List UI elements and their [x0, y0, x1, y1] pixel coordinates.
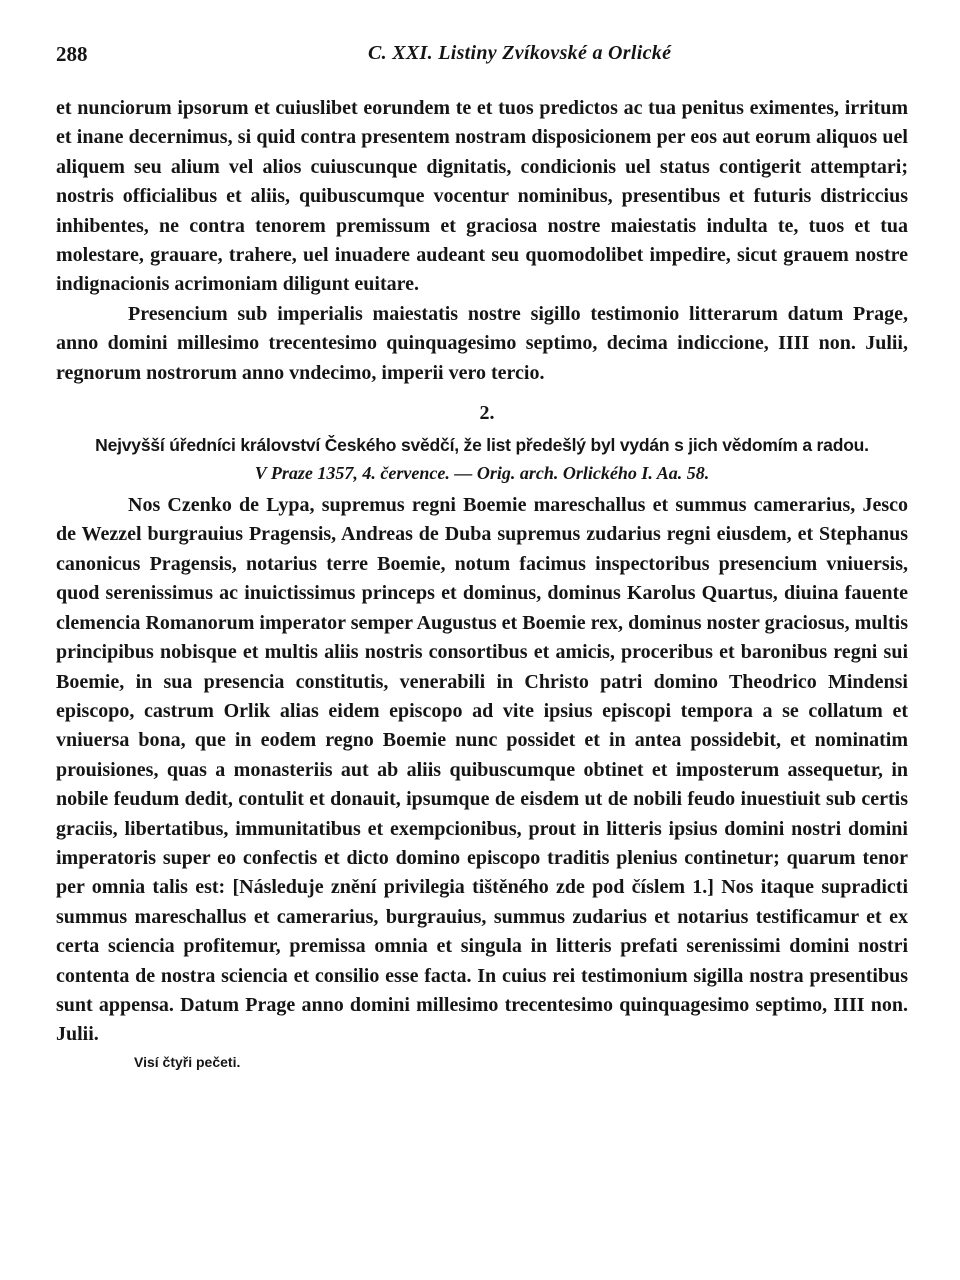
paragraph-continuation: et nunciorum ipsorum et cuiuslibet eorundem te et tuos predictos ac tua penitus eximentes, irritum et inane decernimus, si quid contra presentem nostram disposicionem per eos aut eorum aliquos uel aliquem seu alium vel alios cuiuscunque dignitatis, condicionis uel status contigerit attemptari; nostris officialibus et aliis, quibuscumque vocentur nominibus, presentibus et futuris districcius inhibentes, ne contra tenorem premissum et graciosa nostre maiestatis indulta te, tuos et tua molestare, grauare, trahere, uel inuadere audeant seu quomodolibet impedire, sicut grauem nostre indignacionis acrimoniam diligunt euitare.: [56, 97, 908, 296]
paragraph-dating: Presencium sub imperialis maiestatis nostre sigillo testimonio litterarum datum Prage, anno domini millesimo trecentesimo quinquagesimo septimo, decima indiccione, IIII non. Julii, regnorum nostrorum anno vndecimo, imperii vero tercio.: [56, 302, 908, 384]
running-head: C. XXI. Listiny Zvíkovské a Orlické: [368, 42, 672, 64]
document-number: 2.: [479, 402, 495, 425]
document-dating: V Praze 1357, 4. července. — Orig. arch. Orlického I. Aa. 58.: [254, 463, 710, 484]
document-regest: Nejvyšší úředníci království Českého svědčí, že list předešlý byl vydán s jich vědomím a radou.: [95, 435, 869, 456]
document-text: Nos Czenko de Lypa, supremus regni Boemie mareschallus et summus camerarius, Jesco de Wezzel burgrauius Pragensis, Andreas de Duba supremus zudarius regni eiusdem, et Stephanus canonicus Pragensis, notarius terre Boemie, notum facimus inspectoribus presencium vniuersis, quod serenissimus ac inuictissimus princeps et dominus, dominus Karolus Quartus, diuina fauente clemencia Romanorum imperator semper Augustus et Boemie rex, dominus noster graciosus, multis principibus nobisque et multis aliis nostris consortibus et amicis, proceribus et baronibus regni sui Boemie, in sua presencia constitutis, venerabili in Christo patri domino Theodrico Mindensi episcopo, castrum Orlik alias eidem episcopo ad vite ipsius episcopi tempora a se collatum et vniuersa bona, que in eodem regno Boemie nunc possidet et in antea possidebit, et nominatim prouisiones, quas a monasteriis aut ab aliis quibuscumque obtinet et imposterum assequetur, in nobile feudum dedit, contulit et donauit, ipsumque de eisdem ut de nobili feudo inuestiuit sub certis graciis, libertatibus, immunitatibus et exempcionibus, prout in litteris ipsius domini nostri domini imperatoris super eo confectis et dicto domino episcopo traditis plenius continetur; quarum tenor per omnia talis est: [Následuje znění privilegia tištěného zde pod číslem 1.] Nos itaque supradicti summus mareschallus et camerarius, burgrauius, summus zudarius et notarius testificamur et ex certa sciencia profitemur, premissa omnia et singula in litteris prefati serenissimi domini nostri contenta de nostra sciencia et consilio esse facta. In cuius rei testimonium sigilla nostra presentibus sunt appensa. Datum Prage anno domini millesimo trecentesimo quinquagesimo septimo, IIII non. Julii.: [56, 494, 908, 1046]
seal-note: Visí čtyři pečeti.: [134, 1053, 241, 1070]
page-body: [56, 94, 908, 1072]
page-number: 288: [56, 42, 88, 66]
page-header: [56, 42, 920, 74]
